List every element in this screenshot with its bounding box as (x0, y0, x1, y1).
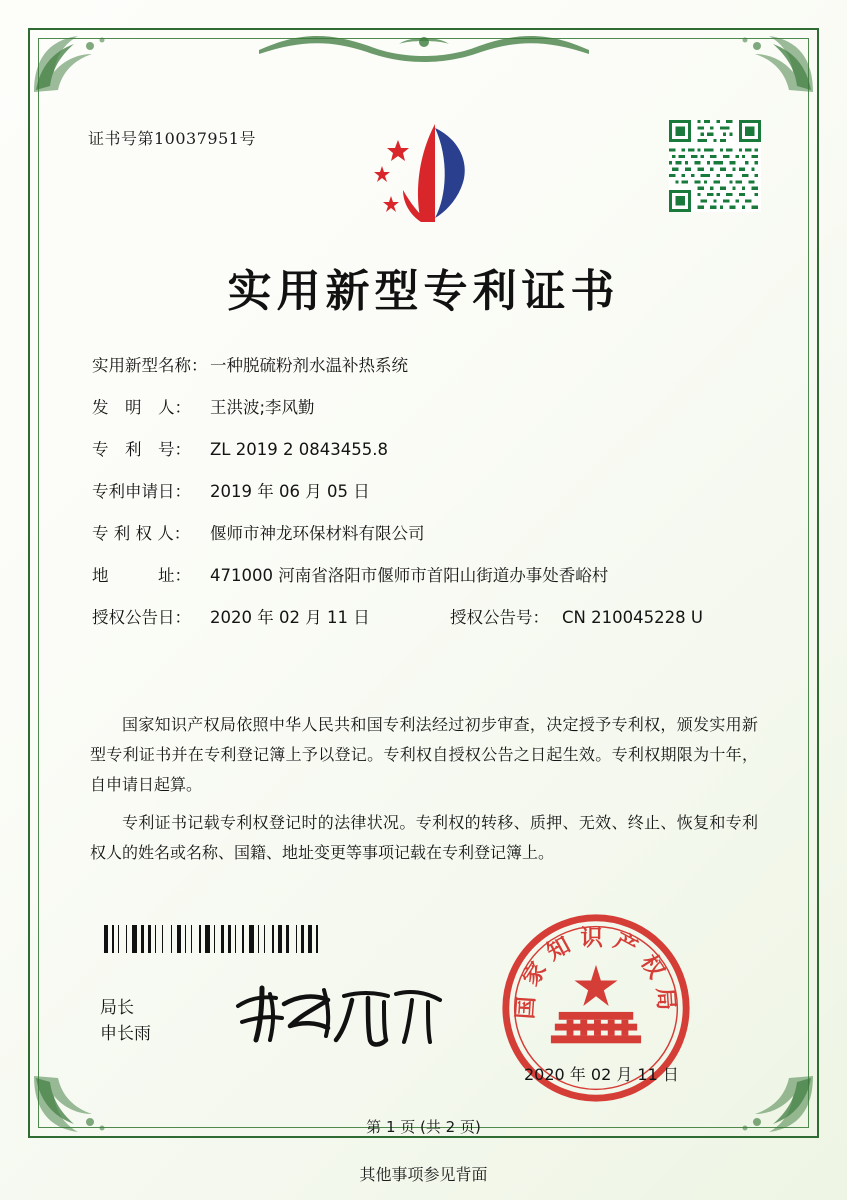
barcode (104, 925, 322, 953)
field-row-application-date (92, 484, 762, 501)
cnipa-logo-icon (365, 118, 485, 228)
certificate-number: 证书号第10037951号 (88, 129, 256, 148)
legal-paragraph-1: 国家知识产权局依照中华人民共和国专利法经过初步审查，决定授予专利权，颁发实用新型专利证书并在专利登记簿上予以登记。专利权自授权公告之日起生效。专利权期限为十年，自申请日起算。 (90, 715, 758, 794)
field-label-grant-number: 授权公告号： (450, 608, 549, 627)
svg-text:国家知识产权局: 国家知识产权局 (512, 925, 680, 1020)
field-value: 2019 年 06 月 05 日 (210, 482, 370, 501)
commissioner-block (100, 995, 151, 1047)
field-value: 一种脱硫粉剂水温补热系统 (210, 356, 408, 375)
field-row-patentee (92, 526, 762, 543)
handwritten-signature-icon (232, 978, 452, 1050)
field-row-patent-number (92, 442, 762, 459)
top-ornament-icon (259, 28, 589, 68)
field-label: 实用新型名称： (92, 356, 208, 375)
field-label: 专 利 号： (92, 440, 191, 459)
legal-text-block (90, 710, 758, 876)
field-row-address (92, 568, 762, 585)
field-value-grant-date: 2020 年 02 月 11 日 (210, 608, 370, 627)
field-row-grant-announcement (92, 610, 762, 627)
field-value-grant-number: CN 210045228 U (562, 608, 703, 627)
field-label: 发 明 人： (92, 398, 191, 417)
field-value: ZL 2019 2 0843455.8 (210, 440, 388, 459)
field-label: 地 址： (92, 566, 191, 585)
field-label: 专 利 权 人： (92, 524, 191, 543)
field-value: 王洪波;李风勤 (210, 398, 315, 417)
back-side-note: 其他事项参见背面 (359, 1165, 488, 1184)
corner-ornament-icon (30, 30, 116, 96)
field-value: 471000 河南省洛阳市偃师市首阳山街道办事处香峪村 (210, 566, 609, 585)
commissioner-name: 申长雨 (100, 1024, 151, 1044)
page-number: 第 1 页 (共 2 页) (366, 1118, 481, 1136)
field-row-inventor (92, 400, 762, 417)
qr-code-icon (669, 120, 761, 212)
field-value: 偃师市神龙环保材料有限公司 (210, 524, 425, 543)
field-label: 专利申请日： (92, 482, 191, 501)
field-row-utility-model-name (92, 358, 762, 375)
certificate-fields (92, 358, 762, 652)
page-title: 实用新型专利证书 (227, 266, 620, 317)
legal-paragraph-2: 专利证书记载专利权登记时的法律状况。专利权的转移、质押、无效、终止、恢复和专利权人的姓名或名称、国籍、地址变更等事项记载在专利登记簿上。 (90, 813, 758, 862)
commissioner-title: 局长 (100, 998, 134, 1018)
seal-date: 2020 年 02 月 11 日 (524, 1065, 679, 1084)
field-label-grant-date: 授权公告日： (92, 608, 191, 627)
corner-ornament-icon (731, 30, 817, 96)
